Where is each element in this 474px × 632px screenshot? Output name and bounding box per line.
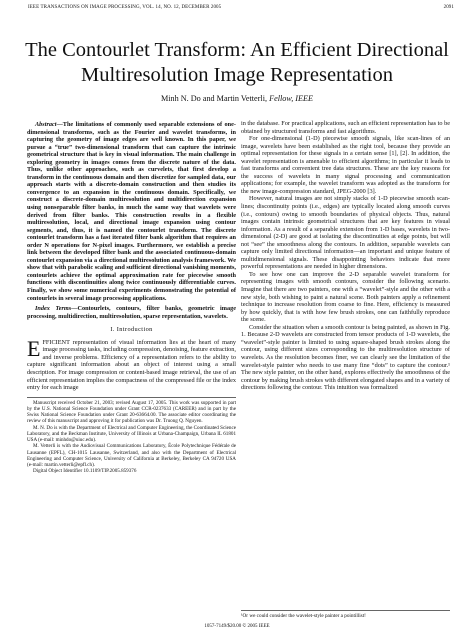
right-column <box>241 120 450 392</box>
abstract-label: Abstract <box>35 121 57 128</box>
author-fellow: Fellow, IEEE <box>269 94 314 103</box>
index-terms-label: Index Terms <box>35 305 72 313</box>
section-heading: I. Introduction <box>110 326 153 334</box>
title-line-1: The Contourlet Transform: An Efficient Directional <box>25 39 449 61</box>
paper-title <box>20 38 454 88</box>
right-footnote: ¹Or we could consider the wavelet-style painter a pointillist! <box>241 610 450 619</box>
abstract <box>27 121 236 302</box>
abstract-text: —The limitations of commonly used separable extensions of one-dimensional transforms, such as the Fourier and wavelet transforms, in capturing the geometry of image edges are well known. In this paper, we pursue a “true” two-dimensional transform that can capture the intrinsic geometrical structure that is key in visual information. The main challenge in exploring geometry in images comes from the discrete nature of the data. Thus, unlike other approaches, such as curvelets, that first develop a transform in the continuous domain and then discretize for sampled data, our approach starts with a discrete-domain construction and then studies its convergence to an expansion in the continuous domain. Specifically, we construct a discrete-domain multiresolution and multidirection expansion using nonseparable filter banks, in much the same way that wavelets were derived from filter banks. This construction results in a flexible multiresolution, local, and directional image expansion using contour segments, and, thus, it is named the contourlet transform. The discrete contourlet transform has a fast iterated filter bank algorithm that requires an order N operations for N-pixel images. Furthermore, we establish a precise link between the developed filter bank and the associated continuous-domain contourlet expansion via a directional multiresolution analysis framework. We show that with parabolic scaling and sufficient directional vanishing moments, contourlets achieve the optimal approximation rate for piecewise smooth functions with discontinuities along twice continuously differentiable curves. Finally, we show some numerical experiments demonstrating the potential of contourlets in several image processing applications. <box>27 121 236 302</box>
footnotes <box>27 397 236 475</box>
intro-paragraph <box>27 335 236 392</box>
footnote-manuscript: Manuscript received October 21, 2003; revised August 17, 2005. This work was supported in part by the U.S. National Science Foundation under Grant CCR-0237633 (CAREER) and in part by the Swiss National Science Foundation under Grant 20-63664.00. The associate editor coordinating the review of this manuscript and approving it for publication was Dr. Truong Q. Nguyen. <box>27 399 236 425</box>
page-number: 2091 <box>443 5 454 10</box>
author-line <box>20 94 454 103</box>
drop-cap: E <box>27 335 41 361</box>
right-paragraph-5: Consider the situation when a smooth contour is being painted, as shown in Fig. 1. Because 2-D wavelets are constructed from tensor products of 1-D wavelets, the “wavelet”-style painter is limited to using square-shaped brush strokes along the contour, using different sizes corresponding to the multiresolution structure of wavelets. As the resolution becomes finer, we can clearly see the limitation of the wavelet-style painter who needs to use many fine “dots” to capture the contour.¹ The new style painter, on the other hand, explores effectively the smoothness of the contour by making brush strokes with different elongated shapes and in a variety of directions following the contour. This intuition was formalized <box>241 323 450 392</box>
intro-text: FFICIENT representation of visual information lies at the heart of many image processing tasks, including compression, denoising, feature extraction, and inverse problems. Efficiency of a representation refers to the ability to capture significant information about an object of interest using a small description. For image compression or content-based image retrieval, the use of an efficient representation implies the compactness of the compressed file or the index entry for each image <box>27 338 236 392</box>
footnote-vetterli: M. Vetterli is with the Audiovisual Communications Laboratory, École Polytechnique Fédérale de Lausanne (EPFL), CH-1015 Lausanne, Switzerland, and also with the Department of Electrical Engineering and Computer Science, University of California at Berkeley, Berkeley CA 94720 USA (e-mail: martin.vetterli@epfl.ch). <box>27 443 236 469</box>
title-line-2: Multiresolution Image Representation <box>81 64 393 86</box>
footnote-doi: Digital Object Identifier 10.1109/TIP.2005.859376 <box>33 468 137 475</box>
right-paragraph-1: in the database. For practical applications, such an efficient representation has to be obtained by structured transforms and fast algorithms. <box>241 120 450 135</box>
index-terms-text: —Contourlets, contours, filter banks, geometric image processing, multidirection, multiresolution, sparse representation, wavelets. <box>27 305 236 320</box>
running-head <box>28 5 454 10</box>
authors: Minh N. Do and Martin Vetterli, <box>160 94 270 103</box>
right-paragraph-2: For one-dimensional (1-D) piecewise smooth signals, like scan-lines of an image, wavelets have been established as the right tool, because they provide an optimal representation for these signals in a certain sense [1], [2]. In addition, the wavelet representation is amenable to efficient algorithms; in particular it leads to fast transforms and convenient tree data structures. These are the key reasons for the success of wavelets in many signal processing and communication applications; for example, the wavelet transform was adopted as the transform for the new image-compression standard, JPEG-2000 [3]. <box>241 135 450 195</box>
journal-header: IEEE TRANSACTIONS ON IMAGE PROCESSING, VOL. 14, NO. 12, DECEMBER 2005 <box>28 5 222 10</box>
right-paragraph-4: To see how one can improve the 2-D separable wavelet transform for representing images with smooth contours, consider the following scenario. Imagine that there are two painters, one with a “wavelet”-style and the other with a new style, both wishing to paint a natural scene. Both painters apply a refinement technique to increase resolution from coarse to fine. Here, efficiency is measured by how quickly, that is with how few brush strokes, one can faithfully reproduce the scene. <box>241 270 450 324</box>
footnote-do: M. N. Do is with the Department of Electrical and Computer Engineering, the Coordinated Science Laboratory, and the Beckman Institute, University of Illinois at Urbana-Champaign, Urbana IL 61801 USA (e-mail: minhdo@uiuc.edu). <box>27 424 236 444</box>
copyright-line: 1057-7149/$20.00 © 2005 IEEE <box>204 624 270 629</box>
right-paragraph-3: However, natural images are not simply stacks of 1-D piecewise smooth scan-lines; discontinuity points (i.e., edges) are typically located along smooth curves (i.e., contours) owing to smooth boundaries of physical objects. Thus, natural images contain intrinsic geometrical structures that are key features in visual information. As a result of a separable extension from 1-D bases, wavelets in two-dimensional (2-D) are good at isolating the discontinuities at edge points, but will not “see” the smoothness along the contours. In addition, separable wavelets can capture only limited directional information—an important and unique feature of multidimensional signals. These disappointing behaviors indicate that more powerful representations are needed in higher dimensions. <box>241 195 450 271</box>
index-terms <box>27 305 236 320</box>
left-column <box>27 121 236 475</box>
